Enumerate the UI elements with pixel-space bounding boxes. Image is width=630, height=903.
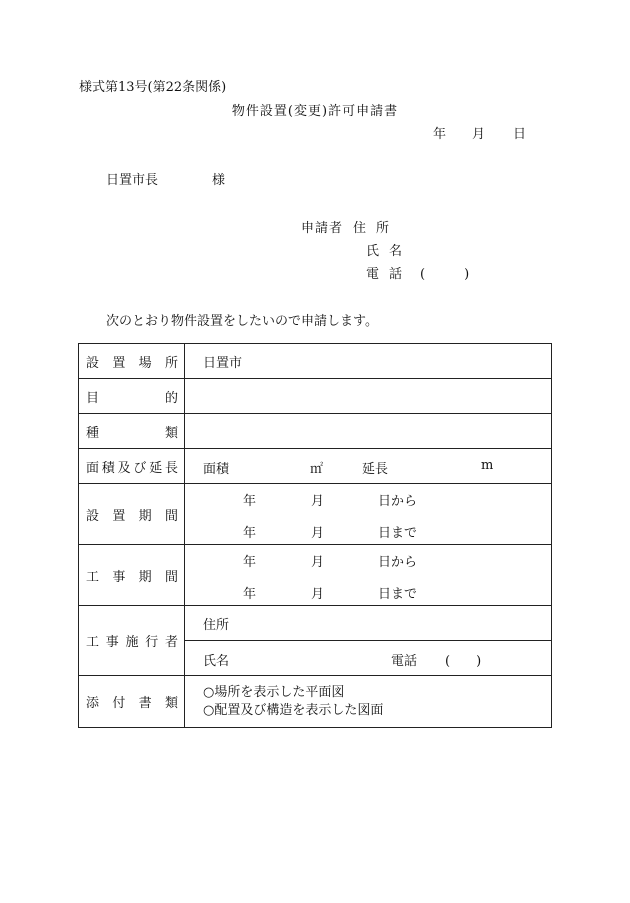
label-char: 事 — [112, 569, 126, 585]
contractor-name-cell[interactable] — [185, 641, 552, 676]
row-work-period — [79, 545, 552, 606]
label-char: 長 — [164, 460, 178, 476]
label-char: 工 — [86, 635, 100, 650]
label-char: 類 — [164, 425, 178, 441]
label-char: 添 — [86, 696, 100, 711]
row-purpose — [79, 379, 552, 414]
label-char: 場 — [138, 355, 152, 371]
label-char: 者 — [164, 635, 178, 650]
area-label-cell — [79, 449, 185, 484]
label-char: 面 — [86, 460, 100, 476]
contractor-address-cell[interactable] — [185, 606, 552, 641]
addressee-honorific: 様 — [212, 173, 226, 188]
area-label-text: 面積 — [203, 462, 230, 477]
install-to-month: 月 — [311, 526, 325, 541]
work-to-day: 日まで — [378, 587, 418, 602]
label-char: 的 — [164, 390, 178, 406]
label-char: 工 — [86, 569, 100, 585]
attachments-label-cell — [79, 676, 185, 728]
attachments-label — [86, 692, 178, 711]
work-period-label — [86, 566, 178, 585]
label-char: 類 — [164, 696, 178, 711]
label-char: 置 — [112, 508, 126, 524]
form-number: 様式第13号(第22条関係) — [79, 80, 227, 95]
work-to-month: 月 — [311, 587, 325, 602]
kind-label — [86, 422, 178, 441]
location-value: 日置市 — [203, 355, 243, 371]
applicant-address-label: 住所 — [353, 221, 400, 236]
label-char: 期 — [138, 508, 152, 524]
row-attachments — [79, 676, 552, 728]
contractor-name-label: 氏名 — [203, 654, 230, 669]
kind-value-cell[interactable] — [185, 414, 552, 449]
label-char: 設 — [86, 508, 100, 524]
row-area — [79, 449, 552, 484]
applicant-label: 申請者 — [301, 221, 344, 236]
purpose-value-cell[interactable] — [185, 379, 552, 414]
label-char: 間 — [164, 508, 178, 524]
install-from-month: 月 — [311, 494, 325, 509]
label-char: 目 — [86, 390, 100, 406]
label-char: 及 — [117, 460, 131, 476]
label-char: 期 — [138, 569, 152, 585]
date-day-label: 日 — [513, 127, 527, 142]
install-period-label-cell — [79, 484, 185, 545]
applicant-phone-label: 電話 — [366, 267, 413, 282]
contractor-label-cell — [79, 606, 185, 676]
label-char: 種 — [86, 425, 100, 441]
label-char: 書 — [138, 696, 152, 711]
contractor-phone-label: 電話 — [391, 654, 418, 669]
row-location — [79, 344, 552, 379]
label-char: 施 — [125, 635, 139, 650]
install-period-label — [86, 505, 178, 524]
addressee-name: 日置市長 — [106, 173, 159, 188]
label-char: 置 — [112, 355, 126, 371]
label-char: び — [133, 460, 147, 476]
purpose-label — [86, 387, 178, 406]
kind-label-cell — [79, 414, 185, 449]
work-period-label-cell — [79, 545, 185, 606]
label-char: 付 — [112, 696, 126, 711]
work-period-value-cell[interactable] — [185, 545, 552, 606]
install-to-year: 年 — [243, 526, 257, 541]
length-unit: m — [481, 458, 494, 473]
contractor-label — [86, 631, 178, 650]
install-period-value-cell[interactable] — [185, 484, 552, 545]
label-char: 間 — [164, 569, 178, 585]
label-char: 事 — [105, 635, 119, 650]
install-from-year: 年 — [243, 494, 257, 509]
document-title: 物件設置(変更)許可申請書 — [231, 104, 399, 119]
attachment-item: ○配置及び構造を表示した図面 — [203, 702, 384, 718]
work-from-year: 年 — [243, 555, 257, 570]
area-value-cell[interactable] — [185, 449, 552, 484]
applicant-name-label: 氏名 — [366, 244, 413, 259]
attachment-item: ○場所を表示した平面図 — [203, 684, 345, 700]
row-contractor-address — [79, 606, 552, 641]
label-char: 所 — [164, 355, 178, 371]
application-table — [78, 343, 552, 728]
label-char: 延 — [149, 460, 163, 476]
work-from-day: 日から — [378, 555, 418, 570]
work-from-month: 月 — [311, 555, 325, 570]
row-install-period — [79, 484, 552, 545]
location-value-cell[interactable] — [185, 344, 552, 379]
intro-text: 次のとおり物件設置をしたいので申請します。 — [106, 314, 378, 329]
area-label — [86, 457, 178, 476]
label-char: 設 — [86, 355, 100, 371]
location-label-cell — [79, 344, 185, 379]
row-kind — [79, 414, 552, 449]
attachments-value-cell — [185, 676, 552, 728]
date-month-label: 月 — [472, 127, 486, 142]
contractor-address-label: 住所 — [203, 617, 230, 633]
install-to-day: 日まで — [378, 526, 418, 541]
purpose-label-cell — [79, 379, 185, 414]
work-to-year: 年 — [243, 587, 257, 602]
length-label-text: 延長 — [362, 462, 389, 477]
install-from-day: 日から — [378, 494, 418, 509]
applicant-phone-field[interactable]: ( ) — [420, 267, 470, 282]
location-label — [86, 352, 178, 371]
date-year-label: 年 — [433, 127, 447, 142]
area-unit: ㎡ — [310, 462, 324, 477]
contractor-phone-field: ( ) — [445, 654, 482, 669]
label-char: 積 — [101, 460, 115, 476]
label-char: 行 — [145, 635, 159, 650]
